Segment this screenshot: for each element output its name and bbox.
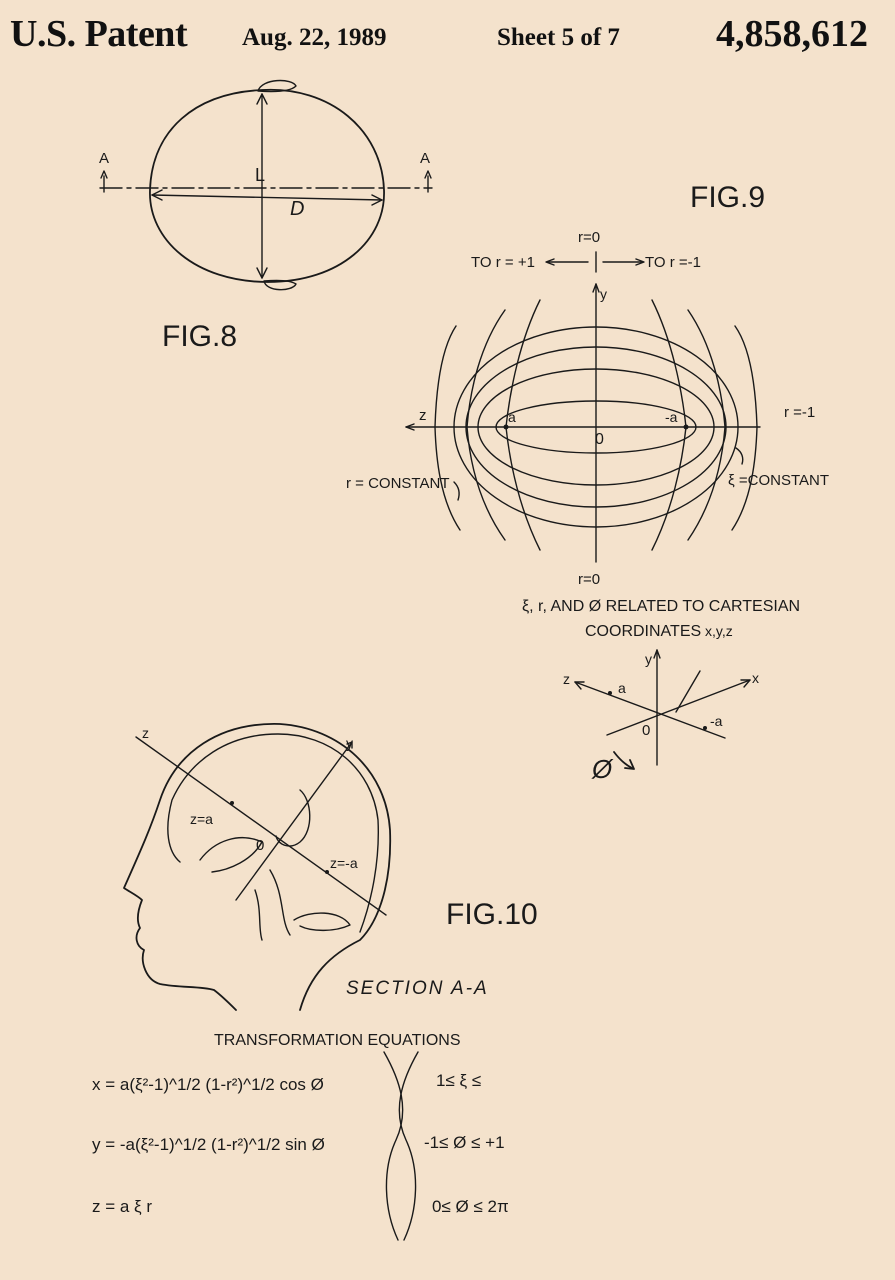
fig10-z-axis-label: z [142,725,149,741]
cartesian-diagram [575,650,750,769]
fig9-caption: FIG.9 [690,181,766,214]
fig9-relation-xyz: x,y,z [705,623,733,639]
fig8-section-mark-right: A [420,150,431,167]
fig9-r-constant: r = CONSTANT [346,475,450,492]
equation-y: y = -a(ξ²-1)^1/2 (1-r²)^1/2 sin Ø [92,1135,325,1154]
fig10-caption: FIG.10 [446,898,538,931]
range-2: -1≤ Ø ≤ +1 [424,1133,505,1152]
fig9-hyperbola-l3 [435,326,460,530]
cart-phi-label: Ø [592,754,613,784]
fig9-right-label: r =-1 [784,404,816,421]
fig9-origin: 0 [595,431,604,448]
fig9-top-label: r=0 [578,229,601,246]
fig9-y-axis-label: y [600,286,607,302]
header-title: U.S. Patent [10,13,188,55]
fig8-diameter-label: D [290,198,305,220]
fig9-drawing [406,284,760,562]
cart-a-label: a [618,680,626,696]
cart-y-label: y [645,651,652,667]
brain-outline [168,734,378,932]
cart-x-label: x [752,670,759,686]
fig8-diameter-arrow [152,195,382,200]
fig9-hyperbola-r3 [732,326,757,530]
cart-origin: 0 [642,722,651,739]
fig10-origin: 0 [256,837,265,854]
equations-title: TRANSFORMATION EQUATIONS [214,1032,461,1049]
fig9-bottom-label: r=0 [578,571,601,588]
fig10-y-axis-label: y [346,735,353,751]
fig10-section-label: SECTION A-A [346,978,489,999]
fig9-to-left: TO r = +1 [471,254,535,271]
fig8-drawing [100,81,432,290]
fig8-caption: FIG.8 [162,320,238,353]
fig10-z-axis [136,737,386,915]
fig9-focus-left: a [508,409,516,425]
fig9-relation-line1: ξ, r, AND Ø RELATED TO CARTESIAN [522,598,801,615]
equation-brace [384,1052,418,1240]
fig9-hyperbola-r2 [688,310,725,540]
fig9-focus-right: -a [665,409,678,425]
header-patent-number: 4,858,612 [716,13,868,55]
header-sheet: Sheet 5 of 7 [497,24,620,51]
fig9-z-axis-label: z [419,407,427,424]
fig10-z-eq-a: z=a [190,811,213,827]
equation-x: x = a(ξ²-1)^1/2 (1-r²)^1/2 cos Ø [92,1075,324,1094]
cart-z-label: z [563,671,570,687]
fig8-outline [150,90,384,282]
range-1: 1≤ ξ ≤ [436,1071,482,1090]
range-3: 0≤ Ø ≤ 2π [432,1197,509,1216]
fig9-xi-constant: ξ =CONSTANT [728,472,830,489]
fig9-to-right: TO r =-1 [645,254,701,271]
fig8-section-mark-left: A [99,150,110,167]
header-date: Aug. 22, 1989 [242,24,387,51]
fig10-z-eq-neg-a: z=-a [330,855,358,871]
fig8-length-label: L [255,165,266,185]
equation-z: z = a ξ r [92,1197,153,1216]
fig9-relation-line2: COORDINATES [585,623,702,640]
cart-neg-a-label: -a [710,713,723,729]
fig9-hyperbola-l2 [467,310,505,540]
